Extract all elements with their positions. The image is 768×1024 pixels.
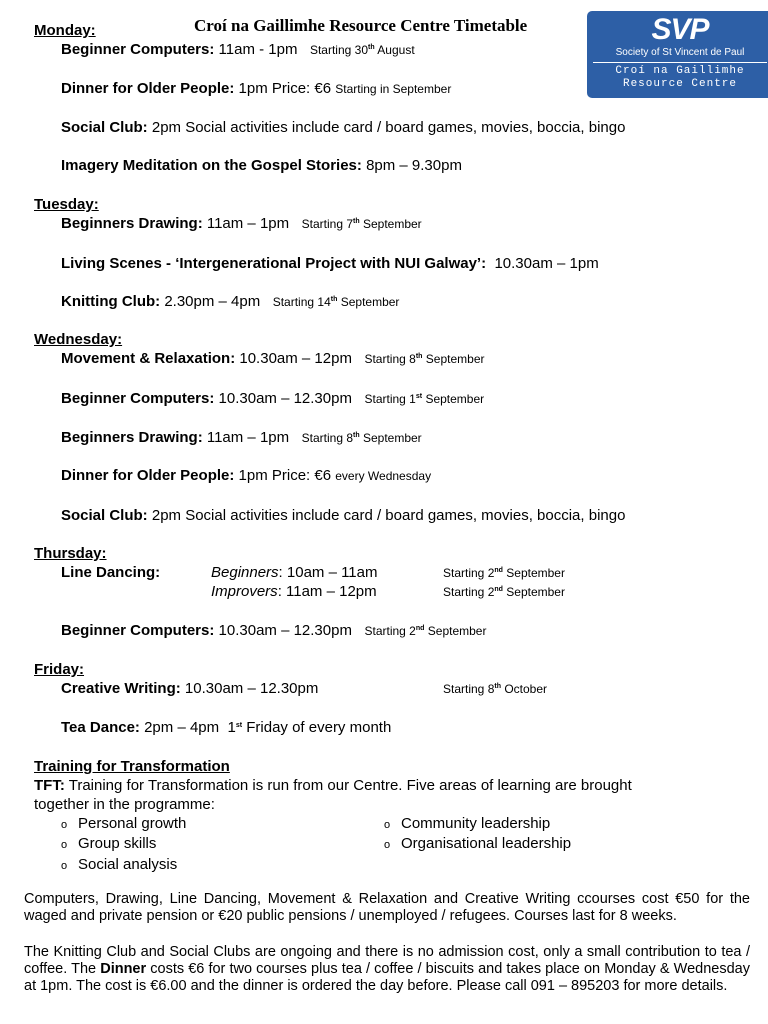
tft-label: TFT: <box>34 777 65 794</box>
activity-name: Creative Writing: <box>61 680 181 697</box>
activity-text: 2pm Social activities include card / board games, movies, boccia, bingo <box>151 119 626 136</box>
activity-name: Dinner for Older People: <box>61 80 235 97</box>
bullet-item: o Organisational leadership <box>384 835 572 852</box>
tft-description-line1: TFT: Training for Transformation is run from our Centre. Five areas of learning are brought <box>34 777 632 794</box>
activity-name: Social Club: <box>61 507 148 524</box>
activity-frequency: 1st Friday of every month <box>227 719 392 736</box>
day-heading-thursday: Thursday: <box>34 545 107 562</box>
start-date: Starting 1st September <box>364 392 485 406</box>
tuesday-living-scenes <box>61 255 599 272</box>
tft-description-line2: together in the programme: <box>34 796 215 813</box>
activity-time: 10.30am – 12.30pm <box>184 680 319 697</box>
start-date: Starting 14th September <box>272 295 400 309</box>
start-date: Starting 8th September <box>364 352 485 366</box>
activity-name: Social Club: <box>61 119 148 136</box>
activity-time: 11am - 1pm <box>218 41 298 58</box>
activity-text: 2pm Social activities include card / board games, movies, boccia, bingo <box>151 507 626 524</box>
training-heading: Training for Transformation <box>34 758 230 775</box>
friday-tea-dance <box>61 719 391 736</box>
start-date: Starting 2nd September <box>364 624 487 638</box>
activity-time: 11am – 1pm <box>206 429 290 446</box>
wednesday-beginners-drawing <box>61 429 422 446</box>
activity-note: every Wednesday <box>335 469 432 483</box>
monday-social-club <box>61 119 625 136</box>
wednesday-beginner-computers <box>61 390 484 407</box>
line-dancing-beginners: Beginners: 10am – 11am <box>211 564 378 581</box>
wednesday-dinner <box>61 467 431 484</box>
activity-name: Beginner Computers: <box>61 622 215 639</box>
line-dancing-improvers: Improvers: 11am – 12pm <box>211 583 377 600</box>
activity-time: 1pm Price: €6 <box>238 467 332 484</box>
logo-line2: Croí na Gaillimhe <box>615 65 745 77</box>
wednesday-movement-relaxation <box>61 350 485 367</box>
activity-name: Tea Dance: <box>61 719 140 736</box>
thursday-line-dancing <box>61 564 160 581</box>
activity-note: Starting in September <box>335 82 452 96</box>
start-date: Starting 30th August <box>309 43 415 57</box>
start-date: Starting 8th October <box>443 682 548 696</box>
logo-line1: Society of St Vincent de Paul <box>615 47 745 58</box>
activity-time: 10.30am – 12pm <box>239 350 352 367</box>
bullet-item: o Social analysis <box>61 856 178 873</box>
monday-imagery-meditation <box>61 157 462 174</box>
bullet-item: o Group skills <box>61 835 157 852</box>
activity-name: Line Dancing: <box>61 564 161 581</box>
day-heading-tuesday: Tuesday: <box>34 196 99 213</box>
friday-creative-writing <box>61 680 318 697</box>
svp-logo <box>587 11 768 98</box>
start-date: Starting 8th September <box>301 431 422 445</box>
activity-name: Movement & Relaxation: <box>61 350 236 367</box>
activity-name: Imagery Meditation on the Gospel Stories: <box>61 157 362 174</box>
activity-time: 10.30am – 12.30pm <box>218 622 352 639</box>
logo-divider <box>593 62 767 63</box>
thursday-beginner-computers <box>61 622 486 639</box>
activity-time: 10.30am – 12.30pm <box>218 390 352 407</box>
activity-name: Knitting Club: <box>61 293 161 310</box>
page-title: Croí na Gaillimhe Resource Centre Timetable <box>194 16 528 35</box>
activity-time: 2pm – 4pm <box>144 719 220 736</box>
logo-mark: SVP <box>651 13 709 46</box>
activity-name: Dinner for Older People: <box>61 467 235 484</box>
day-heading-wednesday: Wednesday: <box>34 331 123 348</box>
activity-name: Beginners Drawing: <box>61 215 203 232</box>
activity-time: 8pm – 9.30pm <box>366 157 462 174</box>
start-date: Starting 2nd September <box>443 585 565 599</box>
activity-time: 10.30am – 1pm <box>494 255 599 272</box>
tuesday-knitting-club <box>61 293 399 310</box>
bullet-item: o Community leadership <box>384 815 551 832</box>
tuesday-beginners-drawing <box>61 215 422 232</box>
day-heading-friday: Friday: <box>34 661 85 678</box>
logo-line3: Resource Centre <box>622 78 738 90</box>
activity-time: 1pm Price: €6 <box>238 80 332 97</box>
activity-time: 2.30pm – 4pm <box>164 293 261 310</box>
day-heading-monday: Monday: <box>34 22 96 39</box>
bullet-item: o Personal growth <box>61 815 187 832</box>
ongoing-clubs-paragraph: The Knitting Club and Social Clubs are ongoing and there is no admission cost, only a small contribution to tea / coffee. The Dinner costs €6 for two courses plus tea / coffee / biscuits and takes place on Monday & Wednesday at 1pm. The cost is €6.00 and the dinner is ordered the day before. Please call 091 – 895203 for more details. <box>24 944 750 994</box>
course-cost-paragraph: Computers, Drawing, Line Dancing, Movement & Relaxation and Creative Writing ccourses cost €50 for the waged and private pension or €20 public pensions / unemployed / refugees. Courses last for 8 weeks. <box>24 891 750 924</box>
wednesday-social-club <box>61 507 625 524</box>
start-date: Starting 7th September <box>301 217 422 231</box>
monday-dinner <box>61 80 451 97</box>
activity-time: 11am – 1pm <box>206 215 290 232</box>
activity-name: Beginners Drawing: <box>61 429 203 446</box>
monday-beginner-computers <box>61 41 415 58</box>
activity-name: Beginner Computers: <box>61 41 215 58</box>
activity-name: Beginner Computers: <box>61 390 215 407</box>
activity-name: Living Scenes - ‘Intergenerational Project with NUI Galway’: <box>61 255 487 272</box>
start-date: Starting 2nd September <box>443 566 565 580</box>
